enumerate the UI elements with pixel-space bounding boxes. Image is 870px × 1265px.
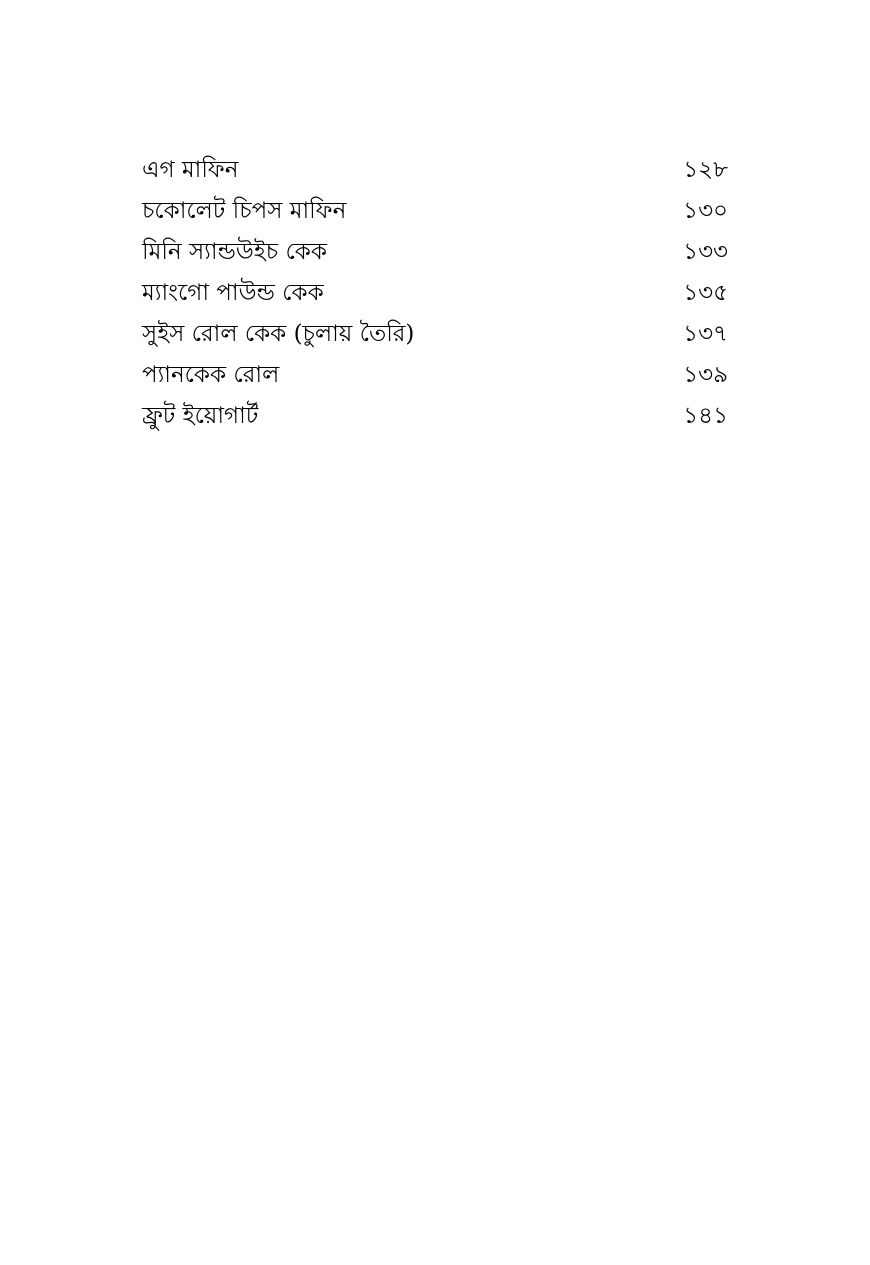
- toc-entry: [142, 232, 728, 273]
- toc-entry-page-number: ১৩৯: [683, 362, 728, 388]
- toc-entry-page-number: ১৩০: [683, 198, 728, 224]
- toc-entry-page-number: ১৩৫: [683, 280, 728, 306]
- toc-entry: [142, 150, 728, 191]
- table-of-contents: [142, 150, 728, 437]
- toc-entry-title: ফ্রুট ইয়োগার্ট: [142, 403, 259, 429]
- toc-entry: [142, 355, 728, 396]
- toc-entry-title: চকোলেট চিপস মাফিন: [142, 198, 347, 224]
- toc-entry-page-number: ১৩৭: [683, 321, 728, 347]
- toc-entry-title: ম্যাংগো পাউন্ড কেক: [142, 280, 324, 306]
- toc-entry-page-number: ১৩৩: [683, 239, 728, 265]
- toc-entry-title: মিনি স্যান্ডউইচ কেক: [142, 239, 327, 265]
- toc-entry-title: সুইস রোল কেক (চুলায় তৈরি): [142, 321, 415, 347]
- toc-entry: [142, 191, 728, 232]
- toc-entry: [142, 396, 728, 437]
- toc-entry-page-number: ১৪১: [683, 403, 728, 429]
- toc-entry-page-number: ১২৮: [683, 157, 728, 183]
- toc-entry-title: এগ মাফিন: [142, 157, 239, 183]
- toc-entry: [142, 273, 728, 314]
- toc-entry: [142, 314, 728, 355]
- toc-entry-title: প্যানকেক রোল: [142, 362, 280, 388]
